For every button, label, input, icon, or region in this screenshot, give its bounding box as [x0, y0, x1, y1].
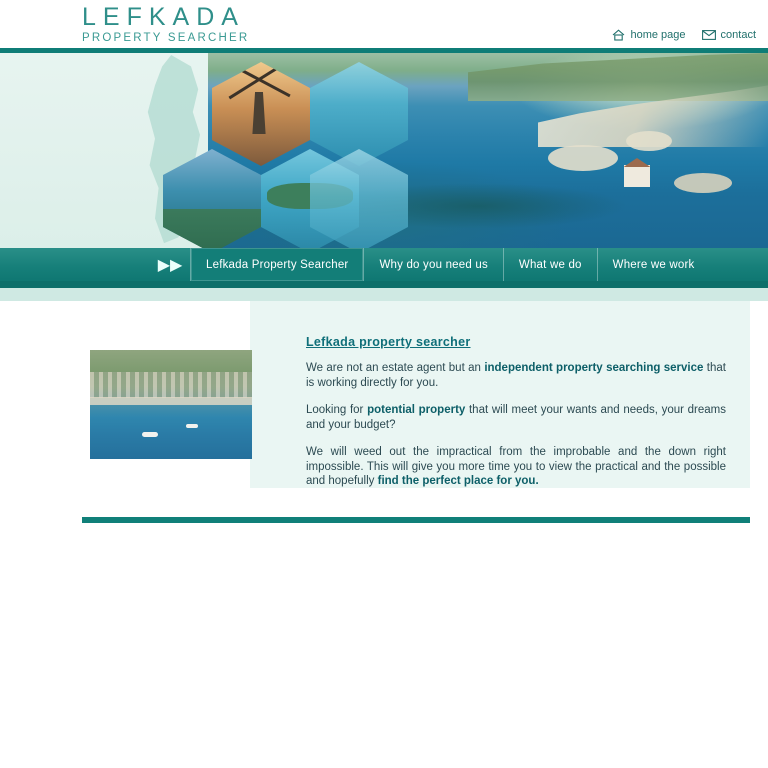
hero-rock	[548, 145, 618, 171]
main-content	[82, 301, 750, 523]
logo-subtitle: PROPERTY SEARCHER	[82, 32, 250, 44]
nav-item-why-do-you-need-us[interactable]: Why do you need us	[363, 248, 502, 281]
article-paragraph-2	[306, 403, 726, 432]
article-paragraph-3	[306, 445, 726, 489]
boat	[142, 432, 158, 437]
windmill-sunset-hex	[212, 62, 310, 166]
home-icon	[612, 29, 625, 41]
header-link-contact-label: contact	[720, 29, 756, 41]
article-paragraph-1	[306, 361, 726, 390]
hero-banner	[0, 53, 768, 248]
text-run-bold: find the perfect place for you.	[377, 475, 539, 487]
header-link-home-page[interactable]	[612, 29, 685, 41]
text-run: Looking for	[306, 404, 368, 416]
windmill-tower	[248, 92, 270, 134]
text-run: that is working directly for you.	[306, 362, 726, 389]
envelope-icon	[702, 30, 716, 40]
hex-foreground	[163, 209, 261, 248]
header-link-home-page-label: home page	[630, 29, 686, 41]
beach-coast-hex	[163, 149, 261, 248]
header-link-contact[interactable]	[702, 29, 756, 41]
article	[306, 335, 726, 489]
village-beach	[90, 397, 252, 405]
logo-title: LEFKADA	[82, 3, 245, 31]
text-run: We are not an estate agent but an	[306, 362, 485, 374]
text-run-bold: independent property searching service	[484, 362, 704, 374]
text-run: that will meet your wants and needs, your dreams and your budget?	[306, 404, 726, 431]
nav-items	[150, 248, 709, 281]
double-arrow-icon: ▶▶	[157, 256, 183, 274]
page-title: Lefkada property searcher	[306, 335, 471, 349]
light-accent-band	[0, 288, 768, 301]
nav-item-lefkada-property-searcher[interactable]: Lefkada Property Searcher	[190, 248, 363, 281]
nav-item-what-we-do[interactable]: What we do	[503, 248, 597, 281]
coastal-village-photo	[90, 350, 252, 459]
text-run: We will weed out the impractical from the improbable and the down right impossible. This will give you more time you to view the practical and the possible and hopefully	[306, 446, 726, 487]
nav-divider-bar	[0, 281, 768, 288]
hexagon-photo-cluster	[130, 53, 390, 248]
header-links	[612, 29, 756, 41]
hero-rock	[626, 131, 672, 151]
hero-rock	[674, 173, 732, 193]
village-houses	[90, 372, 252, 398]
boat	[186, 424, 198, 428]
site-header	[0, 0, 768, 50]
site-logo[interactable]	[82, 4, 249, 45]
text-run-bold: potential property	[367, 404, 466, 416]
main-navigation	[0, 248, 768, 281]
content-bottom-bar	[82, 517, 750, 523]
nav-item-where-we-work[interactable]: Where we work	[597, 248, 710, 281]
